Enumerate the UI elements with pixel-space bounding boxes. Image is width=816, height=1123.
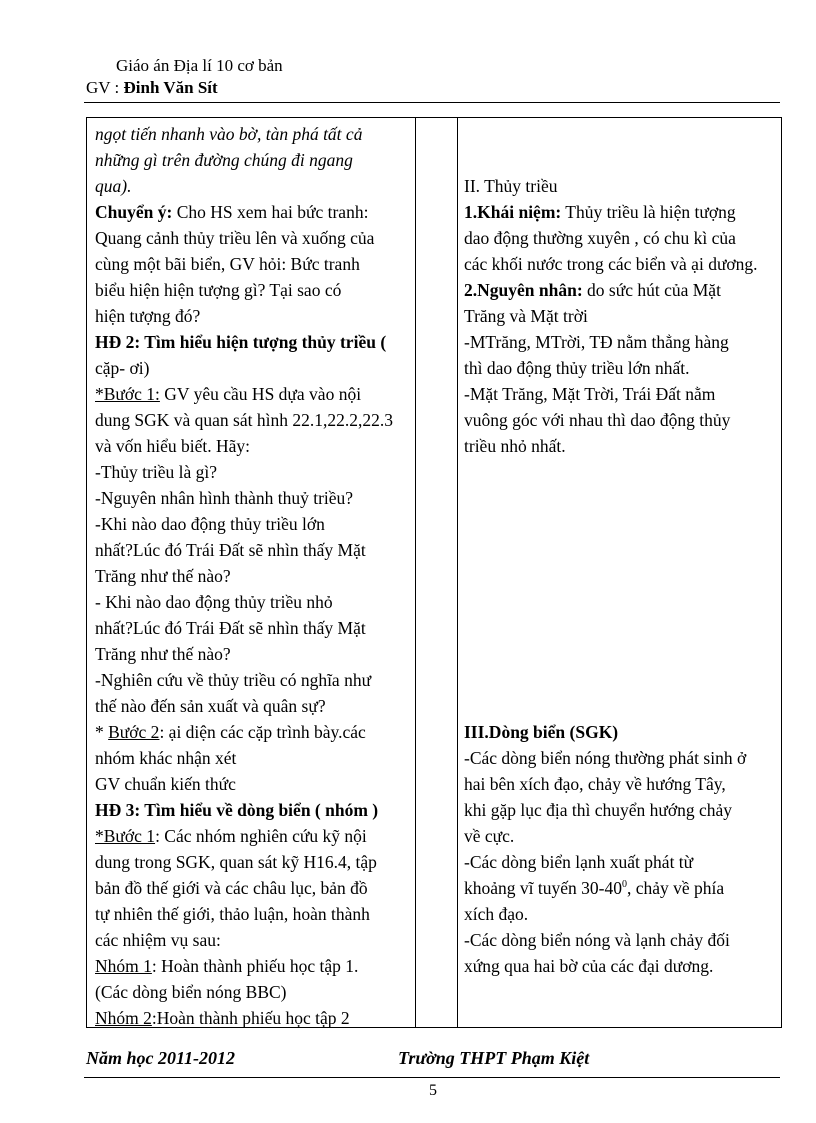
step-label: Bước 2 (108, 722, 160, 742)
text-line: khi gặp lục địa thì chuyển hướng chảy (464, 800, 733, 820)
text-line: cùng một bãi biển, GV hỏi: Bức tranh (95, 254, 360, 274)
text-line: * Bước 2: ại diện các cặp trình bày.các (95, 722, 366, 742)
text-line: dao động thường xuyên , có chu kì của (464, 228, 736, 248)
text-line: các khối nước trong các biển và ại dương. (464, 254, 758, 274)
text-line: biểu hiện hiện tượng gì? Tại sao có (95, 280, 342, 300)
text-line: dung trong SGK, quan sát kỹ H16.4, tập (95, 852, 377, 872)
text-line: và vốn hiểu biết. Hãy: (95, 436, 251, 456)
lesson-table (86, 117, 782, 1028)
text-line: Trăng như thế nào? (95, 644, 231, 664)
content-section-tides (464, 173, 780, 459)
footer-rule (84, 1077, 780, 1078)
text-line: thế nào đến sản xuất và quân sự? (95, 696, 326, 716)
text-line: GV chuẩn kiến thức (95, 774, 236, 794)
header-doc-title: Giáo án Địa lí 10 cơ bản (116, 56, 283, 75)
text-line: 2.Nguyên nhân: do sức hút của Mặt (464, 280, 721, 300)
text-line: -Nghiên cứu về thủy triều có nghĩa như (95, 670, 372, 690)
text-line: ngọt tiến nhanh vào bờ, tàn phá tất cả (95, 124, 363, 144)
text-line: Nhóm 1: Hoàn thành phiếu học tập 1. (95, 956, 359, 976)
activity-2-heading: HĐ 2: Tìm hiểu hiện tượng thủy triều ( (95, 332, 387, 352)
footer-school-year: Năm học 2011-2012 (86, 1048, 236, 1068)
group-label: Nhóm 1 (95, 956, 152, 976)
text-line: -MTrăng, MTrời, TĐ nằm thẳng hàng (464, 332, 729, 352)
text-line: vuông góc với nhau thì dao động thủy (464, 410, 731, 430)
text-line: Nhóm 2:Hoàn thành phiếu học tập 2 (95, 1008, 350, 1028)
text-line: Trăng như thế nào? (95, 566, 231, 586)
text-line: Quang cảnh thủy triều lên và xuống của (95, 228, 375, 248)
text-line: khoảng vĩ tuyến $30-40^0$, chảy về phía (464, 878, 725, 898)
text-line: Trăng và Mặt trời (464, 306, 588, 326)
text-line: nhóm khác nhận xét (95, 748, 237, 768)
text-line: Chuyển ý: Cho HS xem hai bức tranh: (95, 202, 369, 222)
text-line: *Bước 1: GV yêu cầu HS dựa vào nội (95, 384, 362, 404)
text-line: cặp- ơi) (95, 358, 150, 378)
teacher-label: GV : (86, 78, 124, 97)
text-line: xích đạo. (464, 904, 529, 924)
text-line: dung SGK và quan sát hình 22.1,22.2,22.3 (95, 410, 393, 430)
text-line: bản đồ thế giới và các châu lục, bản đồ (95, 878, 368, 898)
text-line: nhất?Lúc đó Trái Đất sẽ nhìn thấy Mặt (95, 618, 366, 638)
text-line: -Các dòng biển nóng và lạnh chảy đối (464, 930, 730, 950)
text-line: hai bên xích đạo, chảy về hướng Tây, (464, 774, 726, 794)
section-heading-currents: III.Dòng biển (SGK) (464, 722, 619, 742)
header-teacher (86, 78, 218, 98)
text-line: 1.Khái niệm: Thủy triều là hiện tượng (464, 202, 736, 222)
text-line: -Nguyên nhân hình thành thuỷ triều? (95, 488, 354, 508)
text-line: -Mặt Trăng, Mặt Trời, Trái Đất nằm (464, 384, 716, 404)
text-line: triều nhỏ nhất. (464, 436, 566, 456)
text-line: những gì trên đường chúng đi ngang (95, 150, 353, 170)
text-line: -Các dòng biển lạnh xuất phát từ (464, 852, 694, 872)
group-label: Nhóm 2 (95, 1008, 152, 1028)
content-section-currents (464, 719, 780, 979)
transition-label: Chuyển ý: (95, 202, 173, 222)
text-line: -Các dòng biển nóng thường phát sinh ở (464, 748, 747, 768)
activity-3-heading: HĐ 3: Tìm hiểu về dòng biển ( nhóm ) (95, 800, 379, 820)
text-line: - Khi nào dao động thủy triều nhỏ (95, 592, 333, 612)
step-label: *Bước 1 (95, 826, 156, 846)
text-line: tự nhiên thế giới, thảo luận, hoàn thành (95, 904, 370, 924)
text-line: xứng qua hai bờ của các đại dương. (464, 956, 714, 976)
text-line: các nhiệm vụ sau: (95, 930, 221, 950)
text-line: *Bước 1: Các nhóm nghiên cứu kỹ nội (95, 826, 367, 846)
text-line: -Thủy triều là gì? (95, 462, 217, 482)
text-line: (Các dòng biển nóng BBC) (95, 982, 287, 1002)
text-line: hiện tượng đó? (95, 306, 201, 326)
column-divider-1 (415, 118, 416, 1027)
footer-school-name: Trường THPT Phạm Kiệt (398, 1048, 590, 1068)
page-number: 5 (429, 1082, 437, 1099)
teacher-name: Đinh Văn Sít (123, 78, 218, 97)
header-rule (84, 102, 780, 103)
text-line: về cực. (464, 826, 515, 846)
step-label: *Bước 1: (95, 384, 160, 404)
text-line: nhất?Lúc đó Trái Đất sẽ nhìn thấy Mặt (95, 540, 366, 560)
text-line: qua). (95, 176, 132, 196)
text-line: thì dao động thủy triều lớn nhất. (464, 358, 690, 378)
section-heading-tides: II. Thủy triều (464, 176, 558, 196)
column-divider-2 (457, 118, 458, 1027)
text-line: -Khi nào dao động thủy triều lớn (95, 514, 325, 534)
activities-column (95, 121, 413, 1031)
